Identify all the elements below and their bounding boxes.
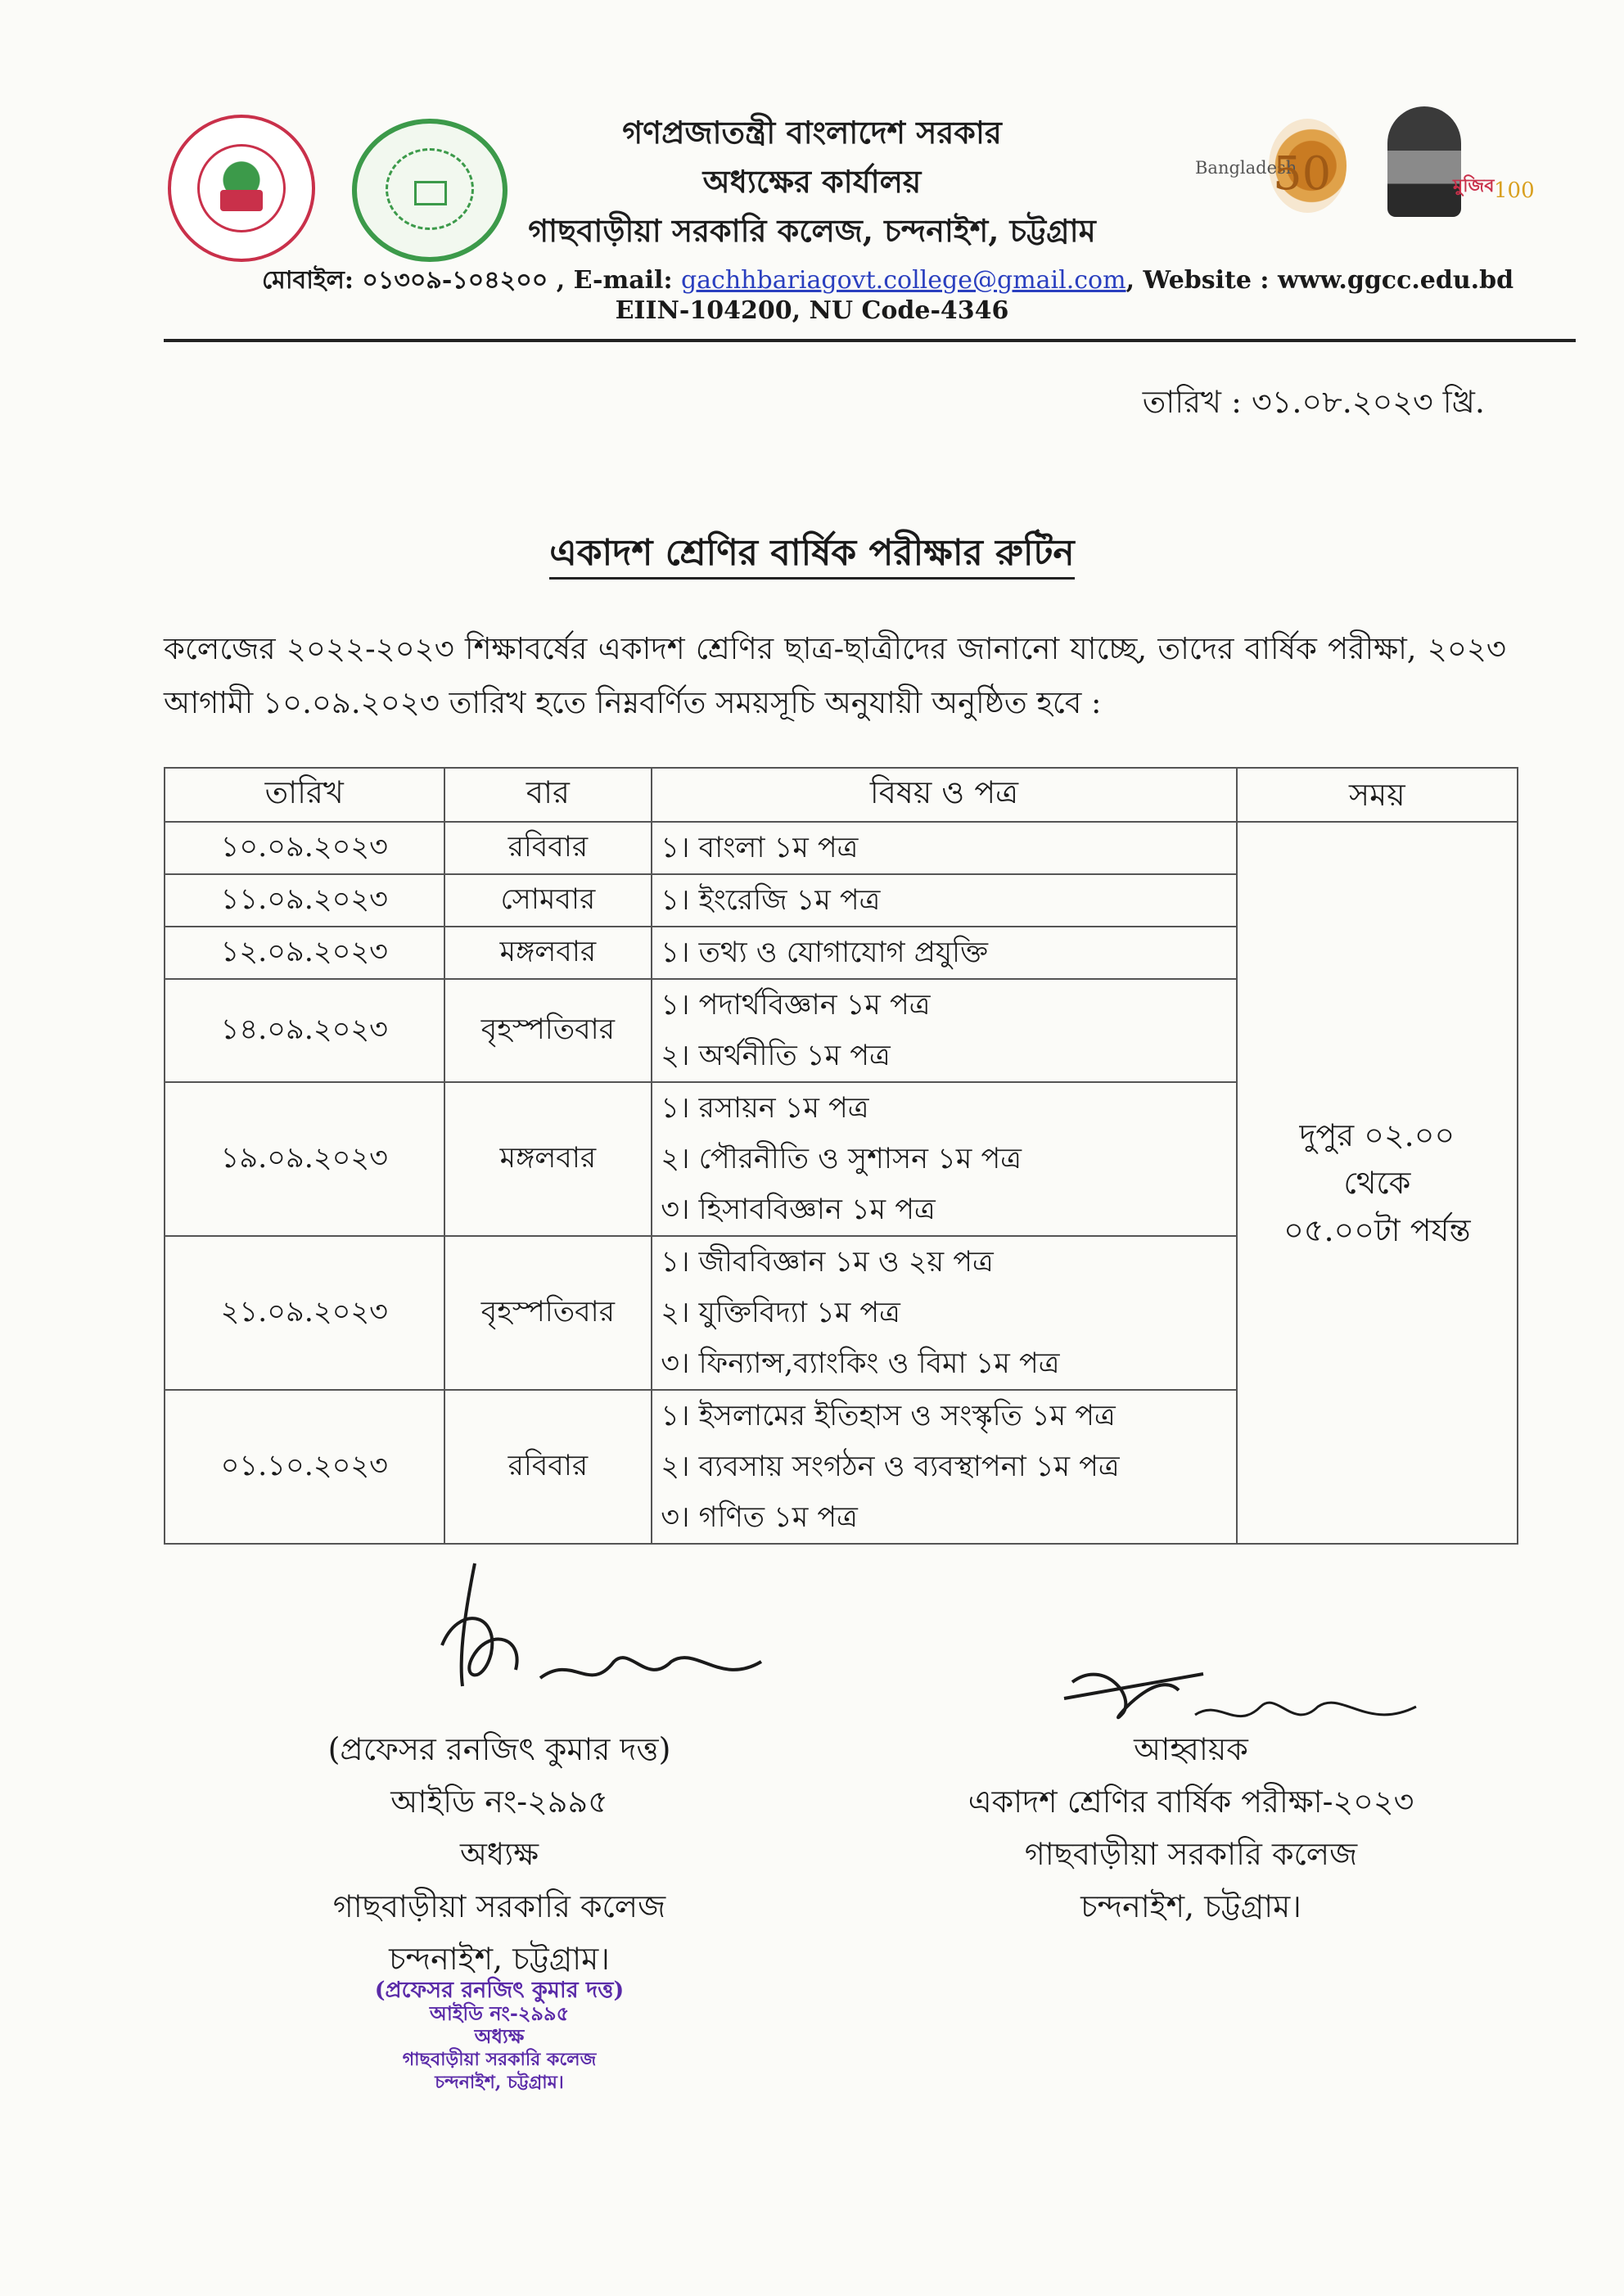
header-time: সময় xyxy=(1237,768,1518,822)
subject-line: ১। রসায়ন ১ম পত্র xyxy=(661,1092,869,1125)
subject-line: ২। যুক্তিবিদ্যা ১ম পত্র xyxy=(661,1297,900,1329)
row-day: বৃহস্পতিবার xyxy=(444,1236,652,1390)
subject-line: ১। ইংরেজি ১ম পত্র xyxy=(661,884,881,917)
subject-line: ৩। হিসাববিজ্ঞান ১ম পত্র xyxy=(661,1193,936,1226)
govt-heading: গণপ্রজাতন্ত্রী বাংলাদেশ সরকার xyxy=(622,114,1002,151)
row-subjects xyxy=(652,1236,1236,1390)
row-subjects xyxy=(652,927,1236,979)
stamp-designation: অধ্যক্ষ xyxy=(474,2024,525,2048)
notice-paragraph: কলেজের ২০২২-২০২৩ শিক্ষাবর্ষের একাদশ শ্রেণির ছাত্র-ছাত্রীদের জানানো যাচ্ছে, তাদের বার্ষিক পরীক্ষা, ২০২৩ আগামী ১০.০৯.২০২৩ তারিখ হতে নিম্নবর্ণিত সময়সূচি অনুযায়ী অনুষ্ঠিত হবে : xyxy=(164,631,1506,720)
row-day: বৃহস্পতিবার xyxy=(444,979,652,1082)
time-line-3: ০৫.০০টা পর্যন্ত xyxy=(1283,1212,1471,1248)
fifty-label: 50 xyxy=(1273,147,1332,201)
time-line-2: থেকে xyxy=(1343,1165,1411,1201)
subject-line: ৩। ফিন্যান্স,ব্যাংকিং ও বিমা ১ম পত্র xyxy=(661,1347,1060,1380)
subject-line: ১। জীববিজ্ঞান ১ম ও ২য় পত্র xyxy=(661,1246,994,1279)
row-date: ১১.০৯.২০২৩ xyxy=(165,874,444,927)
stamp-college: গাছবাড়ীয়া সরকারি কলেজ xyxy=(402,2049,597,2070)
office-heading: অধ্যক্ষের কার্যালয় xyxy=(702,163,922,200)
row-day: রবিবার xyxy=(444,1390,652,1544)
mujib-label: মুজিব xyxy=(1453,176,1495,196)
row-subjects xyxy=(652,822,1236,874)
exam-routine-table xyxy=(164,767,1518,1545)
page-title xyxy=(0,526,1624,585)
stamp-location: চন্দনাইশ, চট্টগ্রাম। xyxy=(435,2072,564,2093)
row-day: মঙ্গলবার xyxy=(444,1082,652,1236)
row-subjects xyxy=(652,1082,1236,1236)
convener-exam: একাদশ শ্রেণির বার্ষিক পরীক্ষা-২০২৩ xyxy=(968,1784,1414,1820)
principal-signature xyxy=(426,1555,786,1719)
convener-location: চন্দনাইশ, চট্টগ্রাম। xyxy=(1080,1888,1301,1924)
row-date: ০১.১০.২০২৩ xyxy=(165,1390,444,1544)
convener-title: আহ্বায়ক xyxy=(1134,1731,1248,1767)
row-subjects xyxy=(652,1390,1236,1544)
principal-designation: অধ্যক্ষ xyxy=(459,1836,539,1872)
subject-line: ৩। গণিত ১ম পত্র xyxy=(661,1501,858,1534)
principal-stamp xyxy=(319,1979,679,2094)
convener-college: গাছবাড়ীয়া সরকারি কলেজ xyxy=(1024,1836,1358,1872)
page-title-text: একাদশ শ্রেণির বার্ষিক পরীক্ষার রুটিন xyxy=(549,532,1074,580)
subject-line: ১। ইসলামের ইতিহাস ও সংস্কৃতি ১ম পত্র xyxy=(661,1400,1116,1432)
header-date: তারিখ xyxy=(165,768,444,822)
table-header-row xyxy=(165,768,1518,822)
subject-line: ১। তথ্য ও যোগাযোগ প্রযুক্তি xyxy=(661,936,989,969)
row-date: ১৯.০৯.২০২৩ xyxy=(165,1082,444,1236)
website-text: , Website : www.ggcc.edu.bd xyxy=(1126,266,1514,295)
stamp-name: (প্রফেসর রনজিৎ কুমার দত্ত) xyxy=(374,1978,625,2003)
subject-line: ১। বাংলা ১ম পত্র xyxy=(661,832,859,864)
principal-id: আইডি নং-২৯৯৫ xyxy=(390,1784,608,1820)
row-date: ২১.০৯.২০২৩ xyxy=(165,1236,444,1390)
row-date: ১০.০৯.২০২৩ xyxy=(165,822,444,874)
principal-location: চন্দনাইশ, চট্টগ্রাম। xyxy=(389,1941,610,1977)
row-subjects xyxy=(652,874,1236,927)
header-divider xyxy=(164,339,1576,342)
principal-block xyxy=(270,1723,729,1985)
header-subject: বিষয় ও পত্র xyxy=(652,768,1236,822)
subject-line: ১। পদার্থবিজ্ঞান ১ম পত্র xyxy=(661,989,931,1022)
time-line-1: দুপুর ০২.০০ xyxy=(1299,1117,1455,1153)
row-day: সোমবার xyxy=(444,874,652,927)
issue-date: তারিখ : ৩১.০৮.২০২৩ খ্রি. xyxy=(1142,384,1485,420)
row-date: ১২.০৯.২০২৩ xyxy=(165,927,444,979)
subject-line: ২। পৌরনীতি ও সুশাসন ১ম পত্র xyxy=(661,1143,1022,1175)
convener-block xyxy=(909,1723,1473,1933)
principal-name: (প্রফেসর রনজিৎ কুমার দত্ত) xyxy=(327,1731,671,1767)
row-date: ১৪.০৯.২০২৩ xyxy=(165,979,444,1082)
principal-college: গাছবাড়ীয়া সরকারি কলেজ xyxy=(332,1888,666,1924)
exam-time-cell xyxy=(1237,822,1518,1544)
row-subjects xyxy=(652,979,1236,1082)
college-heading: গাছবাড়ীয়া সরকারি কলেজ, চন্দনাইশ, চট্টগ্রাম xyxy=(528,212,1096,249)
row-day: রবিবার xyxy=(444,822,652,874)
header-day: বার xyxy=(444,768,652,822)
email-link[interactable]: gachhbariagovt.college@gmail.com xyxy=(680,266,1126,295)
bangladesh-label: Bangladesh xyxy=(1195,158,1297,178)
eiin-code: EIIN-104200, NU Code-4346 xyxy=(615,296,1009,325)
stamp-id: আইডি নং-২৯৯৫ xyxy=(429,2001,570,2025)
mobile-text: মোবাইল: ০১৩০৯-১০৪২০০ , E-mail: xyxy=(262,266,681,295)
table-row xyxy=(165,822,1518,874)
subject-line: ২। ব্যবসায় সংগঠন ও ব্যবস্থাপনা ১ম পত্র xyxy=(661,1450,1120,1483)
hundred-label: 100 xyxy=(1494,178,1535,203)
row-day: মঙ্গলবার xyxy=(444,927,652,979)
subject-line: ২। অর্থনীতি ১ম পত্র xyxy=(661,1040,891,1072)
